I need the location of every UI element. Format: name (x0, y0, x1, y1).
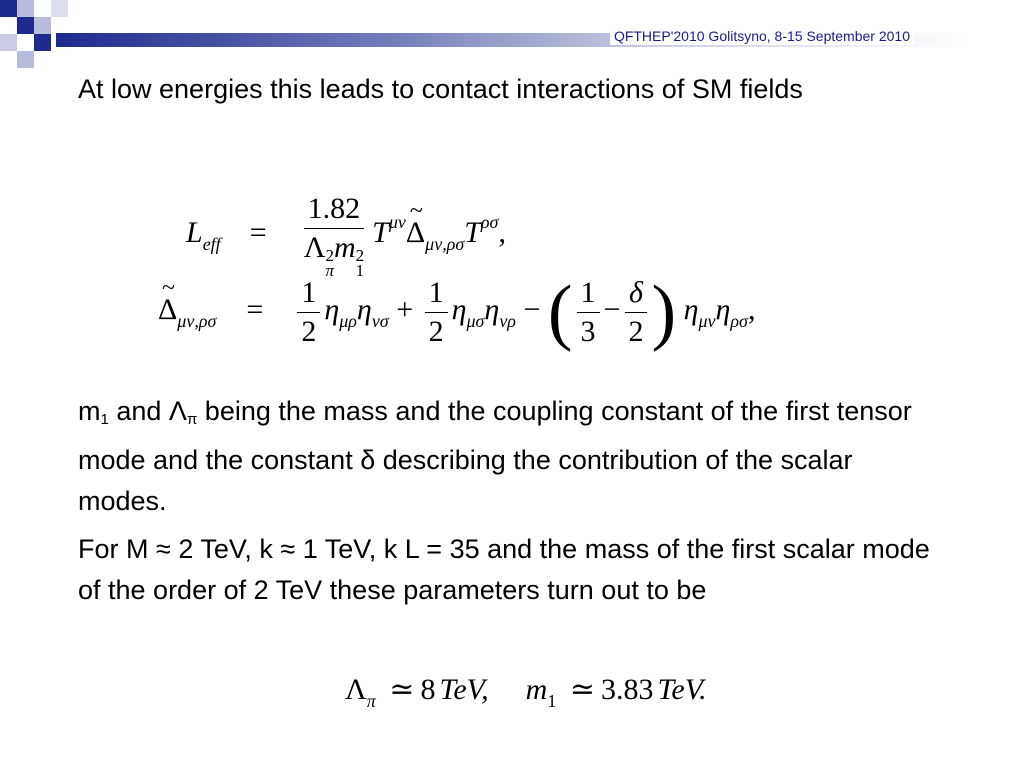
eq1-equals: = (249, 215, 267, 249)
eq2-minus: − (523, 292, 541, 326)
header-decoration-square (17, 0, 34, 17)
intro-paragraph: At low energies this leads to contact interactions of SM fields (78, 74, 803, 104)
header-decoration-square (51, 0, 68, 17)
eq2-frac3: $\frac{1}{3}$ (577, 276, 600, 349)
eq2-equals: = (246, 292, 264, 326)
eq2-frac2: $\frac{1}{2}$ (425, 276, 448, 349)
equation-effective-lagrangian (186, 192, 506, 278)
header-decoration-square (0, 0, 17, 17)
equation-delta-definition: ~ $\Delta_{\mu\nu,\rho\sigma}$ = $\frac{1}{2}$ $\eta_{\mu\rho}\eta_{\nu\sigma}$ + $\frac{1}{2}$ $\eta_{\mu\sigma}\eta_{\nu\rho}$ − ( $\frac{1}{3}$ − $\frac{\delta}{2}$ ) $\eta_{\mu\nu}\eta_{\rho\sigma}$, (158, 275, 755, 349)
eq2-frac4: $\frac{\delta}{2}$ (624, 276, 647, 349)
eq1-denominator: Λ 2 π m 2 1 (303, 231, 365, 280)
header-decoration-square (17, 51, 34, 68)
eq1-fraction (300, 192, 368, 278)
eq1-comma: , (498, 215, 506, 249)
conference-title: QFTHEP'2010 Golitsyno, 8-15 September 2010 (610, 27, 914, 45)
equation-parameter-values: $\Lambda_\pi$ ≃ 8 TeV, $m_1$ ≃ 3.83 TeV. (345, 673, 707, 711)
header-decoration-square (17, 17, 34, 34)
eq2-frac1: $\frac{1}{2}$ (297, 276, 320, 349)
eq2-left-paren: ( (547, 271, 573, 353)
eq2-lhs-sub: μν,ρσ (177, 310, 217, 331)
eq1-delta: ~ Δ (406, 216, 425, 250)
eq2-right-paren: ) (651, 271, 677, 353)
eq1-T-sup: μν (388, 211, 406, 232)
parameters-paragraph: For M ≈ 2 TeV, k ≈ 1 TeV, k L = 35 and the mass of the first scalar mode of the order of 2 TeV these parameters turn out to be (78, 534, 930, 605)
eq1-lhs-sub: eff (202, 233, 221, 254)
eq1-numerator: 1.82 (304, 192, 365, 229)
eq2-plus: + (396, 292, 414, 326)
eq1-T2-sup: ρσ (480, 211, 499, 232)
eq1-lhs: L (186, 215, 203, 249)
eq1-delta-sub: μν,ρσ (425, 233, 465, 254)
description-paragraph: $m_1$ and $\Lambda_\pi$ being the mass and the coupling constant of the first tensor mode and the constant δ describing the contribution of the scalar modes. (78, 396, 912, 516)
eq2-lhs-delta: ~ Δ (158, 293, 177, 327)
eq1-tensor-T: T (372, 215, 389, 249)
header-decoration-square (34, 34, 51, 51)
header-decoration-square (0, 34, 17, 51)
header-decoration-square (34, 17, 51, 34)
eq1-tensor-T2: T (464, 215, 481, 249)
